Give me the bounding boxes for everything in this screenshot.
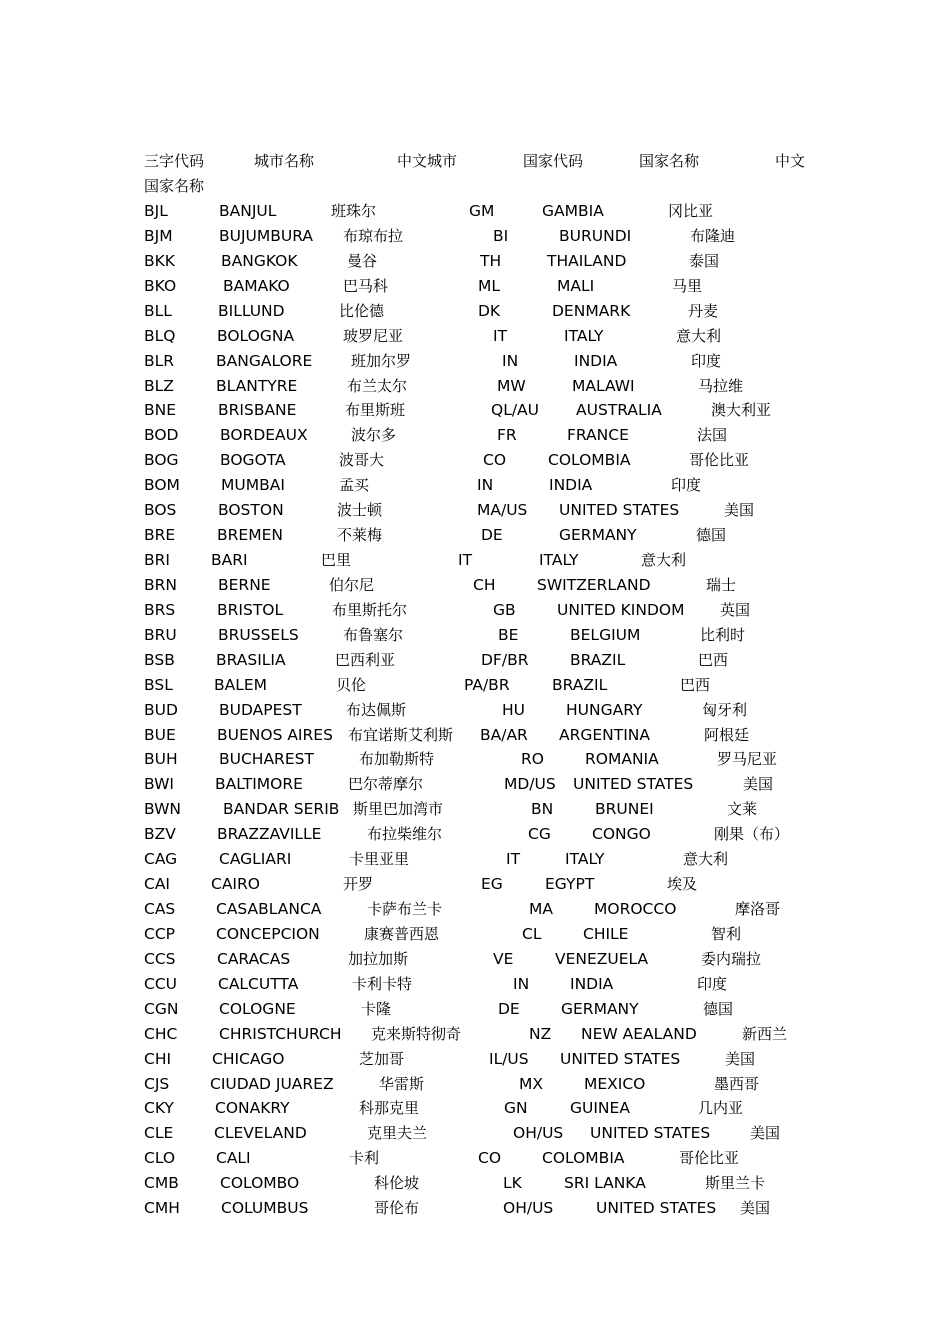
city-name-cn: 伯尔尼 — [329, 575, 375, 594]
city-name-cn: 卡萨布兰卡 — [367, 900, 443, 919]
country-name-cn: 意大利 — [683, 850, 729, 869]
city-name: BALTIMORE — [215, 775, 303, 794]
country-name-cn: 摩洛哥 — [735, 900, 781, 919]
country-name-cn: 印度 — [697, 974, 728, 993]
table-row — [0, 997, 950, 1022]
airport-code: CHI — [144, 1049, 172, 1068]
table-header — [144, 149, 814, 174]
country-name: GAMBIA — [542, 202, 604, 220]
city-name: BARI — [211, 551, 248, 570]
city-name: BAMAKO — [223, 276, 290, 295]
country-code: CH — [473, 575, 496, 594]
country-code: QL/AU — [491, 401, 540, 420]
country-name-cn: 布隆迪 — [690, 226, 736, 245]
city-name-cn: 科伦坡 — [374, 1174, 420, 1193]
header-country-cn-part2: 国家名称 — [144, 177, 205, 195]
country-name: GERMANY — [561, 999, 639, 1018]
country-name: DENMARK — [552, 301, 631, 320]
table-row — [0, 523, 950, 548]
airport-code: BLL — [144, 301, 172, 320]
country-code: IN — [477, 476, 494, 495]
airport-code: BOD — [144, 426, 179, 445]
airport-code: BWI — [144, 775, 174, 794]
city-name-cn: 布达佩斯 — [346, 700, 407, 719]
country-name-cn: 意大利 — [641, 551, 687, 570]
header-city: 城市名称 — [254, 152, 315, 170]
country-name: BURUNDI — [559, 226, 632, 245]
table-row — [0, 723, 950, 748]
country-code: DE — [498, 999, 520, 1018]
country-code: GM — [469, 202, 495, 220]
table-row — [0, 797, 950, 822]
country-name: THAILAND — [547, 251, 627, 270]
airport-code: CAS — [144, 900, 176, 919]
country-name-cn: 刚果（布） — [714, 825, 790, 844]
country-name-cn: 冈比亚 — [668, 202, 714, 220]
country-code: GN — [504, 1099, 528, 1118]
country-code: MA — [529, 900, 553, 919]
table-row — [0, 224, 950, 249]
city-name: BANGALORE — [216, 351, 313, 370]
airport-code: CMB — [144, 1174, 179, 1193]
city-name-cn: 巴尔蒂摩尔 — [348, 775, 424, 794]
airport-code: CAI — [144, 875, 170, 894]
table-row — [0, 498, 950, 523]
country-name-cn: 新西兰 — [742, 1024, 788, 1043]
airport-code: BOM — [144, 476, 180, 495]
country-name: UNITED STATES — [590, 1124, 711, 1143]
city-name: BOLOGNA — [217, 326, 295, 345]
city-name: BLANTYRE — [216, 376, 298, 395]
country-name: HUNGARY — [566, 700, 643, 719]
city-name-cn: 芝加哥 — [359, 1049, 405, 1068]
country-name: UNITED STATES — [559, 501, 680, 520]
country-name: SRI LANKA — [564, 1174, 646, 1193]
country-name: GUINEA — [570, 1099, 630, 1118]
country-name-cn: 美国 — [750, 1124, 781, 1143]
country-code: MW — [497, 376, 526, 395]
airport-code: CCS — [144, 949, 176, 968]
header-city-cn: 中文城市 — [397, 152, 458, 170]
city-name: BOSTON — [218, 501, 284, 520]
country-name: BRUNEI — [595, 800, 654, 819]
city-name: BILLUND — [218, 301, 285, 320]
country-code: NZ — [529, 1024, 552, 1043]
city-name: BRISBANE — [218, 401, 297, 420]
city-name-cn: 克里夫兰 — [367, 1124, 428, 1143]
country-name-cn: 斯里兰卡 — [705, 1174, 766, 1193]
airport-code: CLE — [144, 1124, 174, 1143]
country-name-cn: 法国 — [697, 426, 728, 445]
country-name: MALAWI — [572, 376, 635, 395]
city-name-cn: 布加勒斯特 — [359, 750, 435, 769]
country-code: LK — [503, 1174, 522, 1193]
airport-code: BLZ — [144, 376, 174, 395]
country-name: SWITZERLAND — [537, 575, 651, 594]
table-row — [0, 822, 950, 847]
city-name-cn: 波尔多 — [351, 426, 397, 445]
country-name: EGYPT — [545, 875, 595, 894]
city-name: CASABLANCA — [216, 900, 322, 919]
table-header-wrap — [144, 174, 344, 199]
country-name: INDIA — [549, 476, 593, 495]
airport-code: BUD — [144, 700, 178, 719]
city-name-cn: 开罗 — [343, 875, 374, 894]
airport-code: CHC — [144, 1024, 178, 1043]
city-name: CONCEPCION — [216, 924, 320, 943]
table-row — [0, 573, 950, 598]
city-name: CHRISTCHURCH — [219, 1024, 342, 1043]
country-code: MX — [519, 1074, 543, 1093]
city-name-cn: 巴西利亚 — [335, 650, 396, 669]
country-code: DF/BR — [481, 650, 529, 669]
city-name: CHICAGO — [212, 1049, 285, 1068]
country-name: ROMANIA — [585, 750, 659, 769]
city-name: CALCUTTA — [218, 974, 299, 993]
country-name: NEW AEALAND — [581, 1024, 697, 1043]
country-name-cn: 英国 — [720, 600, 751, 619]
table-row — [0, 324, 950, 349]
city-name: BALEM — [214, 675, 268, 694]
country-name-cn: 美国 — [740, 1199, 771, 1218]
country-name: FRANCE — [567, 426, 629, 445]
country-name: VENEZUELA — [555, 949, 649, 968]
airport-code: BRI — [144, 551, 170, 570]
country-name: BRAZIL — [570, 650, 626, 669]
country-code: CL — [522, 924, 542, 943]
country-code: IT — [506, 850, 521, 869]
country-code: IN — [513, 974, 530, 993]
country-code: IL/US — [489, 1049, 529, 1068]
country-name-cn: 智利 — [711, 924, 742, 943]
country-name-cn: 马拉维 — [698, 376, 744, 395]
table-row — [0, 1196, 950, 1221]
airport-code: BUE — [144, 725, 176, 744]
airport-code: CMH — [144, 1199, 180, 1218]
city-name-cn: 布里斯班 — [345, 401, 406, 420]
city-name-cn: 斯里巴加湾市 — [353, 800, 444, 819]
city-name-cn: 卡里亚里 — [349, 850, 410, 869]
header-country-cn-part1: 中文 — [775, 152, 806, 170]
country-code: IN — [502, 351, 519, 370]
city-name: COLOGNE — [219, 999, 296, 1018]
country-code: BI — [493, 226, 509, 245]
country-name-cn: 匈牙利 — [702, 700, 748, 719]
table-row — [0, 673, 950, 698]
airport-code: BRU — [144, 625, 177, 644]
airport-code: CGN — [144, 999, 179, 1018]
country-name-cn: 印度 — [691, 351, 722, 370]
city-name: BRUSSELS — [218, 625, 299, 644]
airport-code: BLQ — [144, 326, 176, 345]
country-code: DE — [481, 526, 503, 545]
table-row — [0, 423, 950, 448]
city-name-cn: 卡隆 — [361, 999, 392, 1018]
city-name: COLUMBUS — [221, 1199, 309, 1218]
country-name: ARGENTINA — [559, 725, 651, 744]
table-row — [0, 947, 950, 972]
city-name: BUCHAREST — [219, 750, 314, 769]
table-row — [0, 548, 950, 573]
airport-code: BSB — [144, 650, 175, 669]
city-name: BERNE — [218, 575, 271, 594]
country-code: FR — [497, 426, 517, 445]
city-name: BANJUL — [219, 202, 277, 220]
city-name: BRISTOL — [217, 600, 284, 619]
country-code: OH/US — [513, 1124, 564, 1143]
city-name-cn: 布琼布拉 — [343, 226, 404, 245]
country-name-cn: 马里 — [672, 276, 703, 295]
city-name-cn: 布鲁塞尔 — [343, 625, 404, 644]
country-code: CG — [528, 825, 551, 844]
table-row — [0, 623, 950, 648]
city-name: BANGKOK — [221, 251, 298, 270]
country-name: UNITED KINDOM — [557, 600, 685, 619]
country-name-cn: 美国 — [725, 1049, 756, 1068]
airport-code: BZV — [144, 825, 176, 844]
airport-code: CJS — [144, 1074, 170, 1093]
country-code: IT — [493, 326, 508, 345]
airport-code: BOG — [144, 451, 179, 470]
city-name: BREMEN — [217, 526, 283, 545]
country-name-cn: 罗马尼亚 — [717, 750, 778, 769]
country-code: DK — [478, 301, 501, 320]
country-name: GERMANY — [559, 526, 637, 545]
country-name: MEXICO — [584, 1074, 646, 1093]
country-code: HU — [502, 700, 526, 719]
airport-code: CLO — [144, 1149, 176, 1168]
table-row — [0, 772, 950, 797]
airport-code: BWN — [144, 800, 182, 819]
city-name: BUENOS AIRES — [217, 725, 333, 744]
country-code: EG — [481, 875, 503, 894]
country-code: GB — [493, 600, 516, 619]
country-name-cn: 澳大利亚 — [711, 401, 772, 420]
country-name-cn: 文莱 — [727, 800, 758, 819]
country-name-cn: 巴西 — [680, 675, 711, 694]
city-name-cn: 布里斯托尔 — [332, 600, 408, 619]
city-name-cn: 曼谷 — [347, 251, 378, 270]
city-name-cn: 华雷斯 — [379, 1074, 425, 1093]
country-name-cn: 几内亚 — [698, 1099, 744, 1118]
city-name-cn: 班加尔罗 — [351, 351, 412, 370]
city-name: BOGOTA — [220, 451, 286, 470]
table-row — [0, 922, 950, 947]
country-code: CO — [478, 1149, 502, 1168]
header-country: 国家名称 — [639, 152, 700, 170]
country-name-cn: 泰国 — [689, 251, 720, 270]
table-row — [0, 847, 950, 872]
country-code: TH — [480, 251, 502, 270]
country-name-cn: 瑞士 — [706, 575, 737, 594]
city-name: CONAKRY — [215, 1099, 290, 1118]
country-name-cn: 美国 — [743, 775, 774, 794]
country-name-cn: 墨西哥 — [714, 1074, 760, 1093]
country-name: UNITED STATES — [573, 775, 694, 794]
country-name: INDIA — [570, 974, 614, 993]
country-name: BRAZIL — [552, 675, 608, 694]
country-code: BN — [531, 800, 554, 819]
table-row — [0, 1047, 950, 1072]
country-name: ITALY — [539, 551, 579, 570]
country-code: OH/US — [503, 1199, 554, 1218]
country-name-cn: 美国 — [724, 501, 755, 520]
country-name: BELGIUM — [570, 625, 641, 644]
country-name-cn: 埃及 — [667, 875, 698, 894]
city-name: BORDEAUX — [220, 426, 308, 445]
table-row — [0, 747, 950, 772]
header-country-code: 国家代码 — [523, 152, 584, 170]
airport-code: BNE — [144, 401, 177, 420]
country-name: CONGO — [592, 825, 651, 844]
city-name-cn: 贝伦 — [336, 675, 367, 694]
table-row — [0, 374, 950, 399]
city-name-cn: 不莱梅 — [337, 526, 383, 545]
country-name: UNITED STATES — [560, 1049, 681, 1068]
city-name: BRAZZAVILLE — [217, 825, 322, 844]
table-row — [0, 249, 950, 274]
city-name-cn: 班珠尔 — [331, 202, 377, 220]
city-name-cn: 巴里 — [321, 551, 352, 570]
city-name-cn: 克来斯特彻奇 — [371, 1024, 462, 1043]
country-code: ML — [478, 276, 501, 295]
city-name: CARACAS — [217, 949, 291, 968]
city-name: BANDAR SERIB — [223, 800, 340, 819]
city-name-cn: 布兰太尔 — [347, 376, 408, 395]
country-name-cn: 丹麦 — [688, 301, 719, 320]
city-name-cn: 布拉柴维尔 — [367, 825, 443, 844]
city-name-cn: 哥伦布 — [374, 1199, 420, 1218]
airport-code: CCP — [144, 924, 175, 943]
city-name-cn: 加拉加斯 — [348, 949, 409, 968]
city-name: MUMBAI — [221, 476, 285, 495]
city-name-cn: 卡利卡特 — [352, 974, 413, 993]
table-row — [0, 1096, 950, 1121]
country-code: IT — [458, 551, 473, 570]
city-name-cn: 比伦德 — [339, 301, 385, 320]
table-row — [0, 448, 950, 473]
airport-code: BKO — [144, 276, 177, 295]
airport-code: CAG — [144, 850, 178, 869]
country-name-cn: 比利时 — [700, 625, 746, 644]
city-name-cn: 波士顿 — [337, 501, 383, 520]
city-name: BUDAPEST — [219, 700, 302, 719]
airport-code: BRE — [144, 526, 176, 545]
country-name: AUSTRALIA — [576, 401, 662, 420]
city-name-cn: 布宜诺斯艾利斯 — [348, 725, 454, 744]
country-name: CHILE — [583, 924, 629, 943]
country-code: CO — [483, 451, 507, 470]
city-name: CALI — [216, 1149, 251, 1168]
table-row — [0, 398, 950, 423]
city-name: CAGLIARI — [219, 850, 292, 869]
table-row — [0, 1022, 950, 1047]
country-code: VE — [493, 949, 514, 968]
country-name-cn: 意大利 — [676, 326, 722, 345]
table-row — [0, 872, 950, 897]
city-name: BRASILIA — [216, 650, 286, 669]
country-code: PA/BR — [464, 675, 510, 694]
country-name: INDIA — [574, 351, 618, 370]
country-name: MALI — [557, 276, 595, 295]
airport-code: BRN — [144, 575, 177, 594]
city-name: CLEVELAND — [214, 1124, 307, 1143]
country-name-cn: 哥伦比亚 — [679, 1149, 740, 1168]
city-name: CAIRO — [211, 875, 260, 894]
airport-code: BRS — [144, 600, 176, 619]
country-name-cn: 德国 — [703, 999, 734, 1018]
city-name-cn: 科那克里 — [359, 1099, 420, 1118]
table-row — [0, 299, 950, 324]
country-name-cn: 印度 — [671, 476, 702, 495]
country-code: BA/AR — [480, 725, 528, 744]
country-name: COLOMBIA — [542, 1149, 625, 1168]
table-row — [0, 1171, 950, 1196]
country-name-cn: 委内瑞拉 — [701, 949, 762, 968]
airport-code: BLR — [144, 351, 175, 370]
table-row — [0, 648, 950, 673]
country-name: UNITED STATES — [596, 1199, 717, 1218]
table-row — [0, 897, 950, 922]
country-name: ITALY — [565, 850, 605, 869]
country-name-cn: 德国 — [696, 526, 727, 545]
airport-code: BSL — [144, 675, 173, 694]
city-name-cn: 玻罗尼亚 — [343, 326, 404, 345]
city-name: BUJUMBURA — [219, 226, 313, 245]
country-name-cn: 哥伦比亚 — [689, 451, 750, 470]
country-name: MOROCCO — [594, 900, 677, 919]
city-name: CIUDAD JUAREZ — [210, 1074, 334, 1093]
country-name: COLOMBIA — [548, 451, 631, 470]
table-row — [0, 1146, 950, 1171]
table-row — [0, 698, 950, 723]
table-row — [0, 972, 950, 997]
country-code: MD/US — [504, 775, 556, 794]
airport-code: BKK — [144, 251, 175, 270]
country-name: ITALY — [564, 326, 604, 345]
table-row — [0, 598, 950, 623]
airport-code: CKY — [144, 1099, 174, 1118]
city-name: COLOMBO — [220, 1174, 300, 1193]
table-row — [0, 349, 950, 374]
city-name-cn: 波哥大 — [339, 451, 385, 470]
country-name-cn: 阿根廷 — [704, 725, 750, 744]
airport-code: BUH — [144, 750, 178, 769]
table-row — [0, 1121, 950, 1146]
city-name-cn: 康赛普西恩 — [364, 924, 440, 943]
table-row — [0, 199, 950, 224]
airport-code: CCU — [144, 974, 177, 993]
airport-code: BJM — [144, 226, 173, 245]
table-row — [0, 274, 950, 299]
airport-code: BJL — [144, 202, 168, 220]
city-name-cn: 巴马科 — [343, 276, 389, 295]
airport-code: BOS — [144, 501, 177, 520]
country-code: RO — [521, 750, 544, 769]
table-row — [0, 473, 950, 498]
country-code: MA/US — [477, 501, 528, 520]
country-code: BE — [498, 625, 519, 644]
table-row — [0, 1072, 950, 1097]
country-name-cn: 巴西 — [698, 650, 729, 669]
city-name-cn: 卡利 — [349, 1149, 380, 1168]
city-name-cn: 孟买 — [339, 476, 370, 495]
header-code: 三字代码 — [144, 152, 205, 170]
